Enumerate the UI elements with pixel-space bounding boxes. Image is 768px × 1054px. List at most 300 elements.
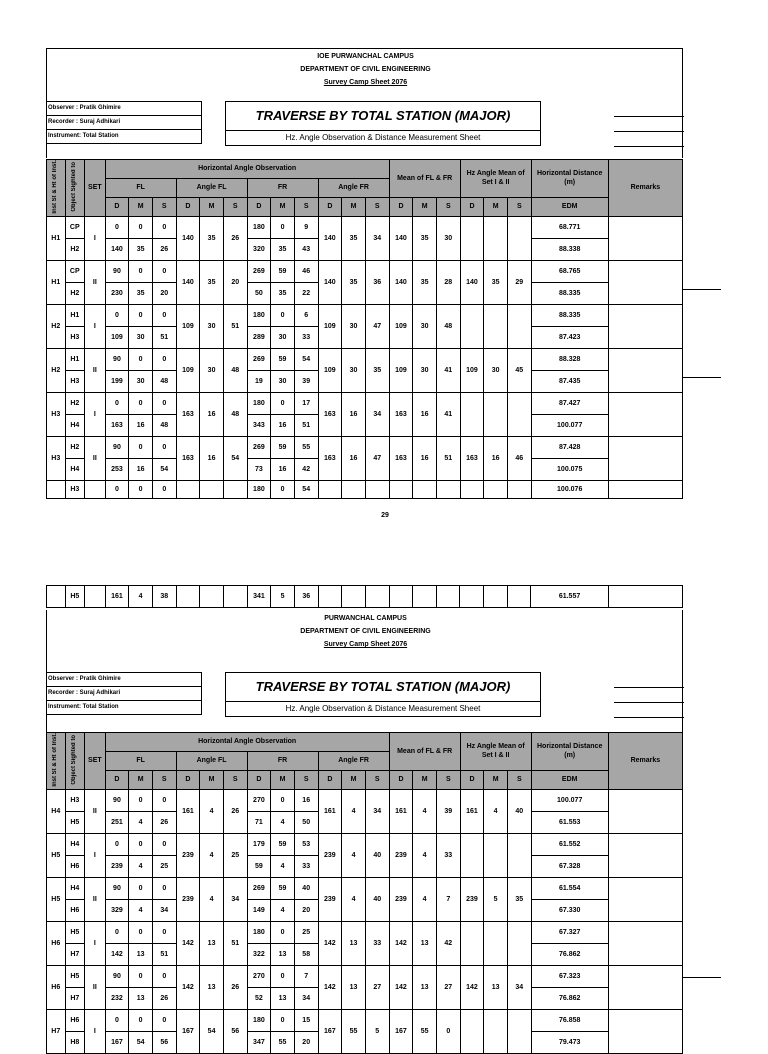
blank-cell	[484, 586, 508, 608]
object-cell: CP	[65, 216, 85, 238]
fl-value-cell: 0	[152, 1009, 176, 1031]
fr-value-cell: 46	[294, 260, 318, 282]
angle-fl-cell	[223, 586, 247, 608]
edm-cell: 67.327	[531, 921, 608, 943]
remarks-cell	[608, 436, 682, 480]
deg-header: D	[105, 770, 129, 789]
set-cell: I	[85, 216, 106, 260]
fl-value-cell: 4	[129, 899, 153, 921]
fl-value-cell: 4	[129, 855, 153, 877]
station-cell: H5	[47, 833, 66, 877]
table-row	[47, 1009, 683, 1031]
fr-value-cell: 179	[247, 833, 271, 855]
hz-mean-cell	[507, 304, 531, 348]
fr-value-cell: 54	[294, 480, 318, 498]
fl-value-cell: 0	[105, 833, 129, 855]
inst-station-label: Inst St & Ht of Inst.	[52, 160, 59, 214]
angle-fl-cell: 30	[200, 348, 224, 392]
object-sighted-header-2	[65, 733, 85, 790]
angle-fr-cell: 40	[365, 833, 389, 877]
mean-cell: 239	[389, 833, 413, 877]
fl-value-cell: 90	[105, 260, 129, 282]
sec-header: S	[365, 770, 389, 789]
fr-value-cell: 40	[294, 877, 318, 899]
fl-header-2: FL	[105, 751, 176, 770]
mean-cell: 51	[436, 436, 460, 480]
fl-value-cell: 0	[152, 348, 176, 370]
page1-header	[46, 48, 683, 158]
angle-fl-cell: 51	[223, 921, 247, 965]
angle-fl-cell: 239	[176, 877, 200, 921]
edm-cell: 61.557	[531, 586, 608, 608]
angle-fl-cell: 26	[223, 216, 247, 260]
fr-value-cell: 58	[294, 943, 318, 965]
department-name-2: DEPARTMENT OF CIVIL ENGINEERING	[300, 628, 431, 635]
remarks-cell	[608, 833, 682, 877]
fl-header: FL	[105, 178, 176, 197]
fl-value-cell: 35	[129, 282, 153, 304]
fr-value-cell: 0	[271, 789, 295, 811]
title-box-2	[225, 672, 541, 717]
angle-fr-header: Angle FR	[318, 178, 389, 197]
fl-value-cell: 90	[105, 436, 129, 458]
main-title-2: TRAVERSE BY TOTAL STATION (MAJOR)	[226, 673, 540, 702]
hz-mean-cell	[484, 216, 508, 260]
page1-ext-line-b	[683, 377, 721, 378]
table-row	[47, 965, 683, 987]
edm-cell: 87.427	[531, 392, 608, 414]
edm-cell: 61.554	[531, 877, 608, 899]
fl-value-cell: 90	[105, 965, 129, 987]
fl-value-cell: 0	[129, 921, 153, 943]
blank-cell	[460, 586, 484, 608]
hz-mean-cell	[484, 921, 508, 965]
fr-value-cell: 43	[294, 238, 318, 260]
mean-cell: 7	[436, 877, 460, 921]
angle-fr-cell: 13	[342, 965, 366, 1009]
fr-value-cell: 30	[271, 370, 295, 392]
hz-mean-cell	[507, 833, 531, 877]
fl-value-cell: 163	[105, 414, 129, 436]
blank-cell	[389, 586, 413, 608]
fl-value-cell: 239	[105, 855, 129, 877]
horizontal-angle-observation-header-2: Horizontal Angle Observation	[105, 733, 389, 752]
edm-cell: 87.435	[531, 370, 608, 392]
edm-cell: 61.552	[531, 833, 608, 855]
hz-mean-cell: 35	[484, 260, 508, 304]
angle-fr-cell: 33	[365, 921, 389, 965]
station-cell	[47, 586, 66, 608]
edm-cell: 79.473	[531, 1031, 608, 1053]
angle-fl-cell: 26	[223, 965, 247, 1009]
object-cell: H6	[65, 1009, 85, 1031]
table-row	[47, 348, 683, 370]
sub-title: Hz. Angle Observation & Distance Measurement Sheet	[285, 133, 481, 142]
recorder-line-2: Recorder : Suraj Adhikari	[47, 687, 201, 701]
angle-fl-cell: 20	[223, 260, 247, 304]
fl-value-cell: 20	[152, 282, 176, 304]
angle-fl-cell: 25	[223, 833, 247, 877]
mean-cell: 30	[413, 348, 437, 392]
hz-mean-cell	[460, 1009, 484, 1053]
angle-fl-cell: 54	[200, 1009, 224, 1053]
angle-fl-cell: 30	[200, 304, 224, 348]
set-cell: I	[85, 304, 106, 348]
remarks-cell	[608, 921, 682, 965]
fl-value-cell: 13	[129, 943, 153, 965]
blank-cell	[365, 586, 389, 608]
fr-value-cell: 30	[271, 326, 295, 348]
fl-value-cell: 48	[152, 414, 176, 436]
fl-value-cell: 0	[129, 260, 153, 282]
mean-cell: 167	[389, 1009, 413, 1053]
fl-value-cell: 26	[152, 987, 176, 1009]
fr-value-cell: 6	[294, 304, 318, 326]
fr-value-cell: 180	[247, 216, 271, 238]
fl-value-cell: 230	[105, 282, 129, 304]
fr-value-cell: 269	[247, 436, 271, 458]
fl-value-cell: 16	[129, 414, 153, 436]
object-sighted-header	[65, 160, 85, 217]
mean-cell: 140	[389, 216, 413, 260]
fl-value-cell: 0	[129, 833, 153, 855]
mean-cell: 0	[436, 1009, 460, 1053]
min-header: M	[200, 197, 224, 216]
fl-value-cell: 0	[129, 304, 153, 326]
fl-value-cell: 48	[152, 370, 176, 392]
observer-info-2	[46, 672, 202, 715]
fr-value-cell: 55	[294, 436, 318, 458]
hz-mean-cell	[507, 392, 531, 436]
table-row	[47, 260, 683, 282]
object-sighted-label: Object Sighted to	[71, 162, 78, 212]
fr-value-cell: 16	[294, 789, 318, 811]
sec-header: S	[365, 197, 389, 216]
set-cell: II	[85, 789, 106, 833]
fr-value-cell: 0	[271, 1009, 295, 1031]
hz-mean-cell: 239	[460, 877, 484, 921]
inst-station-label: Inst St & Ht of Inst.	[52, 733, 59, 787]
fr-value-cell: 4	[271, 899, 295, 921]
fr-value-cell: 59	[247, 855, 271, 877]
angle-fl-cell: 4	[200, 877, 224, 921]
angle-fr-cell: 140	[318, 260, 342, 304]
object-cell: H2	[65, 282, 85, 304]
fr-value-cell: 0	[271, 965, 295, 987]
angle-fl-cell: 161	[176, 789, 200, 833]
set-cell: II	[85, 260, 106, 304]
hz-mean-cell: 29	[507, 260, 531, 304]
remarks-cell	[608, 480, 682, 498]
mean-cell: 55	[413, 1009, 437, 1053]
angle-fr-cell: 34	[365, 392, 389, 436]
mean-cell: 27	[436, 965, 460, 1009]
mean-cell: 35	[413, 260, 437, 304]
hz-angle-mean-header-2: Hz Angle Mean of Set I & II	[460, 733, 531, 771]
edm-cell: 100.076	[531, 480, 608, 498]
fr-value-cell: 15	[294, 1009, 318, 1031]
fr-header-2: FR	[247, 751, 318, 770]
instrument-line: Instrument: Total Station	[48, 133, 119, 139]
fl-value-cell: 0	[152, 789, 176, 811]
angle-fl-cell: 140	[176, 216, 200, 260]
station-cell: H1	[47, 216, 66, 260]
station-cell: H5	[47, 877, 66, 921]
fr-value-cell: 269	[247, 348, 271, 370]
main-title: TRAVERSE BY TOTAL STATION (MAJOR)	[226, 102, 540, 131]
angle-fl-cell: 163	[176, 436, 200, 480]
min-header: M	[484, 197, 508, 216]
fr-value-cell: 59	[271, 260, 295, 282]
fl-value-cell: 0	[152, 304, 176, 326]
fr-value-cell: 9	[294, 216, 318, 238]
fl-value-cell: 167	[105, 1031, 129, 1053]
fr-value-cell: 20	[294, 899, 318, 921]
set-cell: II	[85, 348, 106, 392]
blank-lines	[614, 102, 684, 147]
fl-value-cell: 0	[152, 260, 176, 282]
sec-header: S	[223, 197, 247, 216]
hz-mean-cell	[484, 304, 508, 348]
station-cell: H3	[47, 436, 66, 480]
angle-fl-cell: 13	[200, 921, 224, 965]
table-row-carry	[47, 586, 683, 608]
station-cell: H3	[47, 392, 66, 436]
mean-cell: 4	[413, 877, 437, 921]
fr-value-cell: 73	[247, 458, 271, 480]
edm-cell: 87.428	[531, 436, 608, 458]
fl-value-cell: 0	[129, 877, 153, 899]
fl-value-cell: 16	[129, 458, 153, 480]
remarks-header-2: Remarks	[608, 733, 682, 790]
object-sighted-label: Object Sighted to	[71, 735, 78, 785]
hz-mean-cell: 30	[484, 348, 508, 392]
deg-header: D	[389, 197, 413, 216]
table-row	[47, 304, 683, 326]
fl-value-cell: 0	[152, 833, 176, 855]
mean-cell: 163	[389, 436, 413, 480]
fl-value-cell: 0	[129, 1009, 153, 1031]
mean-cell: 161	[389, 789, 413, 833]
angle-fr-cell: 109	[318, 304, 342, 348]
station-cell	[47, 480, 66, 498]
angle-fr-cell: 30	[342, 304, 366, 348]
fr-value-cell: 149	[247, 899, 271, 921]
fl-value-cell: 30	[129, 326, 153, 348]
blank-lines-2	[614, 673, 684, 718]
object-cell: H3	[65, 326, 85, 348]
angle-fr-cell: 239	[318, 877, 342, 921]
hz-mean-cell: 140	[460, 260, 484, 304]
page2-ext-line	[683, 977, 721, 978]
angle-fl-cell: 48	[223, 348, 247, 392]
fr-value-cell: 19	[247, 370, 271, 392]
recorder-line: Recorder : Suraj Adhikari	[47, 116, 201, 130]
hz-mean-cell: 13	[484, 965, 508, 1009]
fl-value-cell: 30	[129, 370, 153, 392]
angle-fr-cell: 167	[318, 1009, 342, 1053]
remarks-cell	[608, 304, 682, 348]
station-cell: H7	[47, 1009, 66, 1053]
fr-value-cell: 16	[271, 458, 295, 480]
angle-fr-cell: 4	[342, 877, 366, 921]
edm-cell: 67.330	[531, 899, 608, 921]
table-row	[47, 877, 683, 899]
angle-fl-cell: 167	[176, 1009, 200, 1053]
fl-value-cell: 90	[105, 789, 129, 811]
object-cell: H5	[65, 965, 85, 987]
edm-cell: 68.771	[531, 216, 608, 238]
horizontal-angle-observation-header: Horizontal Angle Observation	[105, 160, 389, 179]
blank-cell	[342, 480, 366, 498]
fr-value-cell: 34	[294, 987, 318, 1009]
object-cell: H4	[65, 414, 85, 436]
fl-value-cell: 54	[152, 458, 176, 480]
min-header: M	[129, 197, 153, 216]
remarks-cell	[608, 260, 682, 304]
edm-cell: 76.862	[531, 987, 608, 1009]
angle-fl-cell: 142	[176, 965, 200, 1009]
angle-fl-cell: 51	[223, 304, 247, 348]
angle-fr-cell: 55	[342, 1009, 366, 1053]
object-cell: H5	[65, 921, 85, 943]
fl-value-cell: 90	[105, 348, 129, 370]
mean-cell: 4	[413, 833, 437, 877]
table-row	[47, 216, 683, 238]
mean-cell: 4	[413, 789, 437, 833]
inst-station-header	[47, 160, 66, 217]
edm-cell: 87.423	[531, 326, 608, 348]
table-row	[47, 789, 683, 811]
hz-mean-cell: 161	[460, 789, 484, 833]
edm-cell: 67.323	[531, 965, 608, 987]
hz-mean-cell: 4	[484, 789, 508, 833]
deg-header: D	[460, 197, 484, 216]
angle-fl-cell: 109	[176, 348, 200, 392]
fr-value-cell: 22	[294, 282, 318, 304]
min-header: M	[413, 197, 437, 216]
hz-mean-cell	[507, 1009, 531, 1053]
angle-fr-cell: 16	[342, 392, 366, 436]
hz-mean-cell: 142	[460, 965, 484, 1009]
edm-cell: 61.553	[531, 811, 608, 833]
fr-value-cell: 0	[271, 480, 295, 498]
fl-value-cell: 140	[105, 238, 129, 260]
fl-value-cell: 90	[105, 877, 129, 899]
table-row-partial	[47, 480, 683, 498]
fr-value-cell: 347	[247, 1031, 271, 1053]
hz-mean-cell	[460, 921, 484, 965]
mean-cell: 42	[436, 921, 460, 965]
instrument-line-2: Instrument: Total Station	[48, 704, 119, 710]
fr-value-cell: 59	[271, 348, 295, 370]
fl-value-cell: 25	[152, 855, 176, 877]
fr-value-cell: 0	[271, 216, 295, 238]
set-cell: I	[85, 921, 106, 965]
edm-cell: 76.862	[531, 943, 608, 965]
mean-cell: 41	[436, 348, 460, 392]
sec-header: S	[294, 197, 318, 216]
fl-value-cell: 0	[129, 965, 153, 987]
hz-mean-cell	[507, 921, 531, 965]
set-header: SET	[85, 160, 106, 217]
sec-header: S	[507, 197, 531, 216]
fr-value-cell: 17	[294, 392, 318, 414]
edm-cell: 100.077	[531, 414, 608, 436]
angle-fr-cell: 13	[342, 921, 366, 965]
angle-fl-cell: 142	[176, 921, 200, 965]
angle-fl-cell: 16	[200, 436, 224, 480]
fl-value-cell: 0	[129, 348, 153, 370]
blank-cell	[318, 586, 342, 608]
angle-fr-cell: 4	[342, 833, 366, 877]
min-header: M	[342, 770, 366, 789]
angle-fr-cell: 35	[342, 216, 366, 260]
angle-fr-cell: 36	[365, 260, 389, 304]
blank-cell	[413, 480, 437, 498]
mean-cell: 30	[436, 216, 460, 260]
object-cell: CP	[65, 260, 85, 282]
fl-value-cell: 0	[152, 392, 176, 414]
edm-cell: 100.077	[531, 789, 608, 811]
angle-fl-cell: 13	[200, 965, 224, 1009]
mean-fl-fr-header: Mean of FL & FR	[389, 160, 460, 198]
fr-value-cell: 180	[247, 921, 271, 943]
blank-cell	[507, 586, 531, 608]
deg-header: D	[176, 197, 200, 216]
mean-cell: 30	[413, 304, 437, 348]
remarks-header: Remarks	[608, 160, 682, 217]
angle-fl-cell: 140	[176, 260, 200, 304]
fr-value-cell: 59	[271, 436, 295, 458]
hz-mean-cell	[460, 833, 484, 877]
fl-value-cell: 4	[129, 811, 153, 833]
fl-value-cell: 26	[152, 811, 176, 833]
deg-header: D	[389, 770, 413, 789]
blank-cell	[484, 480, 508, 498]
hz-mean-cell: 163	[460, 436, 484, 480]
angle-fl-cell	[200, 586, 224, 608]
hz-mean-cell	[484, 392, 508, 436]
observation-table-2	[46, 732, 683, 1054]
fl-value-cell: 0	[129, 216, 153, 238]
sec-header: S	[223, 770, 247, 789]
object-cell: H2	[65, 392, 85, 414]
fl-value-cell: 142	[105, 943, 129, 965]
deg-header: D	[318, 770, 342, 789]
min-header: M	[129, 770, 153, 789]
fr-value-cell: 269	[247, 260, 271, 282]
fr-value-cell: 36	[294, 586, 318, 608]
remarks-cell	[608, 586, 682, 608]
fl-value-cell: 0	[105, 304, 129, 326]
remarks-cell	[608, 965, 682, 1009]
angle-fl-cell	[200, 480, 224, 498]
angle-fr-cell: 34	[365, 789, 389, 833]
sec-header: S	[294, 770, 318, 789]
object-cell: H5	[65, 811, 85, 833]
table-row	[47, 392, 683, 414]
fl-value-cell: 26	[152, 238, 176, 260]
hz-mean-cell	[484, 1009, 508, 1053]
fr-value-cell: 50	[247, 282, 271, 304]
table-row	[47, 833, 683, 855]
sec-header: S	[436, 770, 460, 789]
fl-value-cell: 51	[152, 326, 176, 348]
fl-value-cell: 253	[105, 458, 129, 480]
mean-cell: 140	[389, 260, 413, 304]
deg-header: D	[247, 770, 271, 789]
